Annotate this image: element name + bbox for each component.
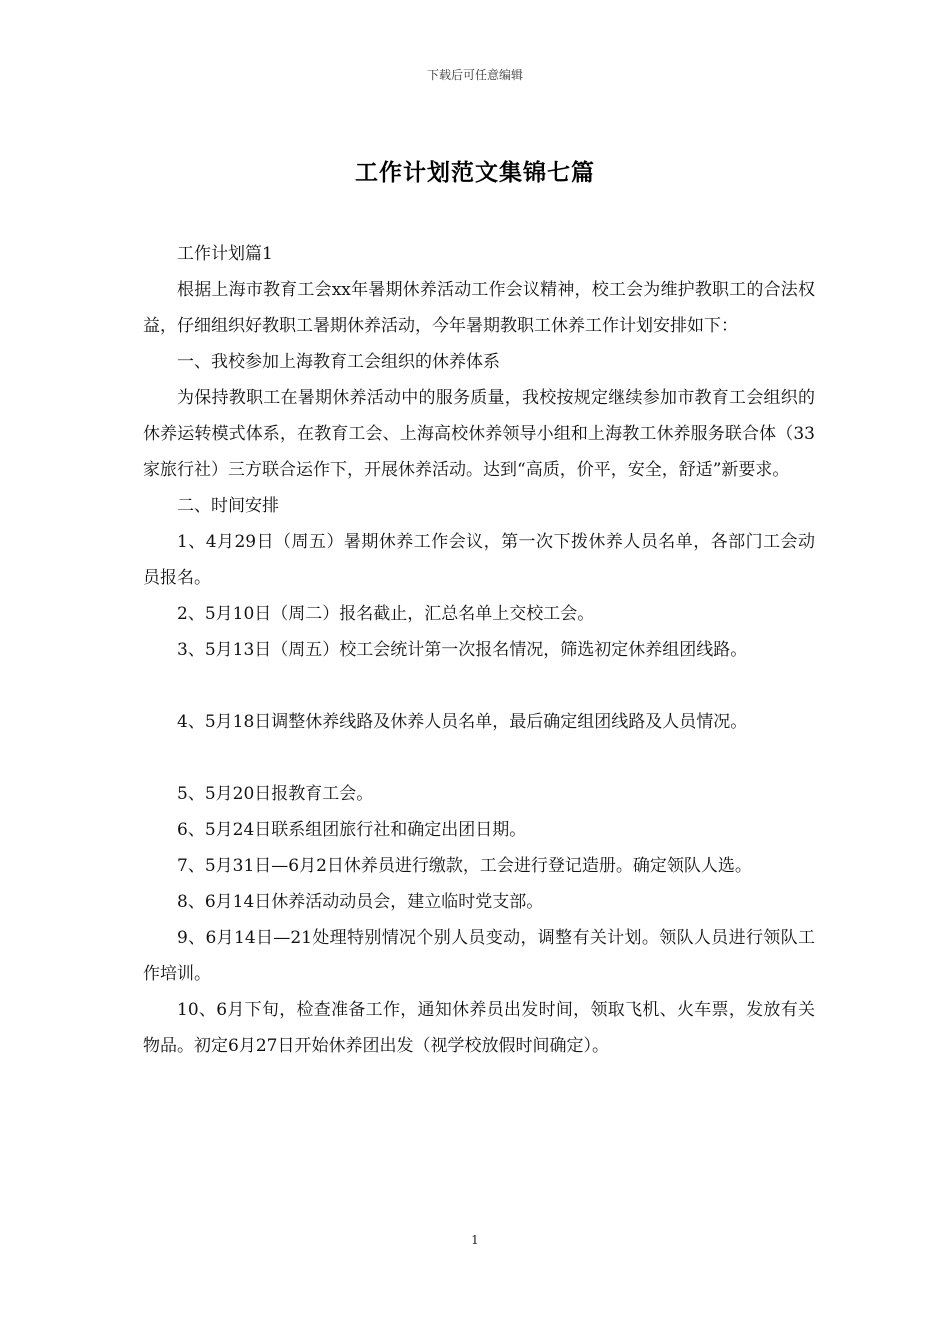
- section-heading: 一、我校参加上海教育工会组织的休养体系: [177, 352, 500, 372]
- list-item: 2、5月10日（周二）报名截止，汇总名单上交校工会。: [177, 604, 595, 624]
- list-item: 4、5月18日调整休养线路及休养人员名单，最后确定组团线路及人员情况。: [177, 712, 748, 732]
- list-item: 7、5月31日—6月2日休养员进行缴款，工会进行登记造册。确定领队人选。: [177, 856, 752, 876]
- list-item: 6、5月24日联系组团旅行社和确定出团日期。: [177, 820, 527, 840]
- section-heading: 工作计划篇1: [177, 244, 273, 264]
- body-paragraph: 根据上海市教育工会xx年暑期休养活动工作会议精神，校工会为维护教职工的合法权益，仔细组织好教职工暑期休养活动，今年暑期教职工休养工作计划安排如下：: [143, 280, 815, 336]
- document-body: [143, 236, 815, 1064]
- list-item: 1、4月29日（周五）暑期休养工作会议，第一次下拨休养人员名单，各部门工会动员报名。: [143, 532, 815, 588]
- list-item: 3、5月13日（周五）校工会统计第一次报名情况，筛选初定休养组团线路。: [177, 640, 748, 660]
- body-paragraph: 为保持教职工在暑期休养活动中的服务质量，我校按规定继续参加市教育工会组织的休养运转模式体系，在教育工会、上海高校休养领导小组和上海教工休养服务联合体（33家旅行社）三方联合运作下，开展休养活动。达到“高质，价平，安全，舒适”新要求。: [143, 388, 815, 480]
- document-title: 工作计划范文集锦七篇: [355, 160, 595, 186]
- header-note: 下载后可任意编辑: [426, 68, 523, 82]
- page-number: 1: [471, 1233, 479, 1247]
- list-item: 9、6月14日—21处理特别情况个别人员变动，调整有关计划。领队人员进行领队工作培训。: [143, 928, 815, 984]
- section-heading: 二、时间安排: [177, 496, 279, 516]
- list-item: 8、6月14日休养活动动员会，建立临时党支部。: [177, 892, 544, 912]
- list-item: 10、6月下旬，检查准备工作，通知休养员出发时间，领取飞机、火车票，发放有关物品。初定6月27日开始休养团出发（视学校放假时间确定）。: [143, 1000, 815, 1056]
- list-item: 5、5月20日报教育工会。: [177, 784, 374, 804]
